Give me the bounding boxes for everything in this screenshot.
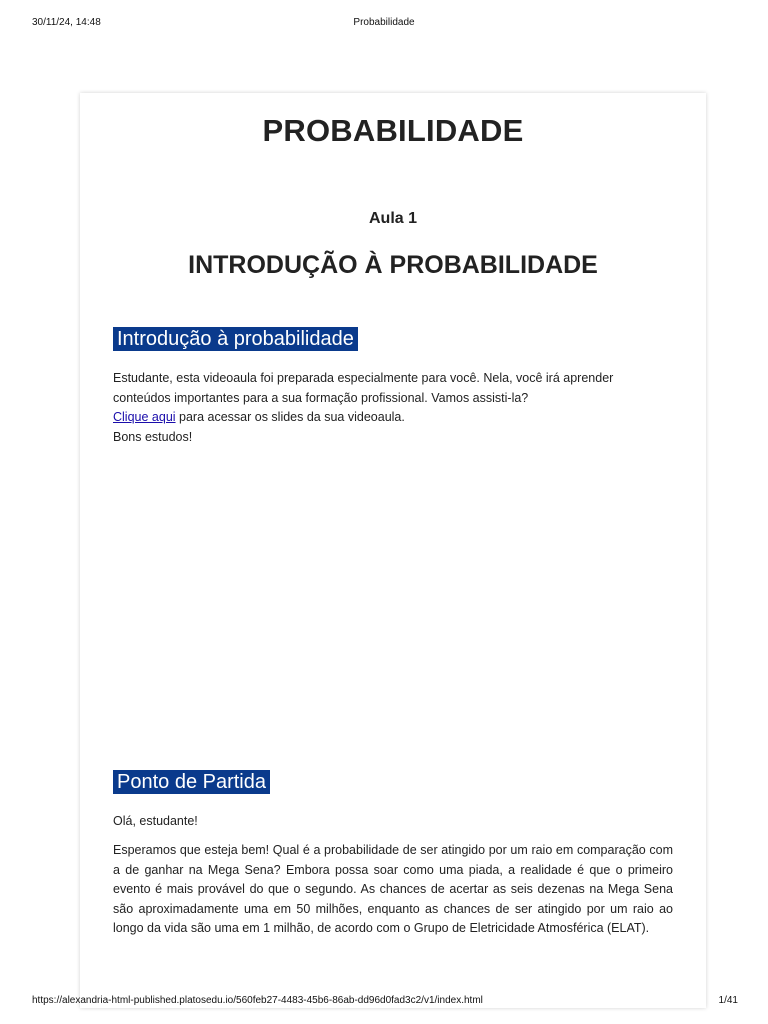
section-heading-intro: Introdução à probabilidade (113, 327, 358, 351)
print-datetime: 30/11/24, 14:48 (32, 17, 101, 28)
print-url: https://alexandria-html-published.platosedu.io/560feb27-4483-45b6-86ab-dd96d0fad3c2/v1/index.html (32, 995, 483, 1006)
main-title: PROBABILIDADE (262, 113, 524, 148)
slides-link-suffix: para acessar os slides da sua videoaula. (175, 410, 405, 424)
closing-text: Bons estudos! (113, 429, 193, 444)
lesson-title: INTRODUÇÃO À PROBABILIDADE (188, 251, 598, 279)
print-header (32, 17, 736, 31)
slides-link[interactable]: Clique aqui (113, 410, 176, 424)
page-counter: 1/41 (718, 995, 738, 1006)
intro-text-block (113, 369, 673, 447)
slides-line (113, 408, 673, 428)
start-paragraph: Esperamos que esteja bem! Qual é a probabilidade de ser atingido por um raio em comparação com a de ganhar na Mega Sena? Embora possa soar como uma piada, a realidade é que o primeiro evento é mais provável do que o segundo. As chances de acertar as seis dezenas na Mega Sena são aproximadamente uma em 50 milhões, enquanto as chances de ser atingido por um raio ao longo da vida são uma em 1 milhão, de acordo com o Grupo de Eletricidade Atmosférica (ELAT). (113, 843, 673, 935)
section-heading-start: Ponto de Partida (113, 770, 270, 794)
intro-paragraph: Estudante, esta videoaula foi preparada especialmente para você. Nela, você irá aprender conteúdos importantes para a sua formação profissional. Vamos assisti-la? (113, 371, 614, 405)
print-footer (32, 995, 738, 1009)
content-card (80, 93, 706, 1008)
aula-label: Aula 1 (368, 210, 417, 227)
print-page-title: Probabilidade (353, 17, 415, 28)
greeting-text: Olá, estudante! (113, 814, 198, 828)
